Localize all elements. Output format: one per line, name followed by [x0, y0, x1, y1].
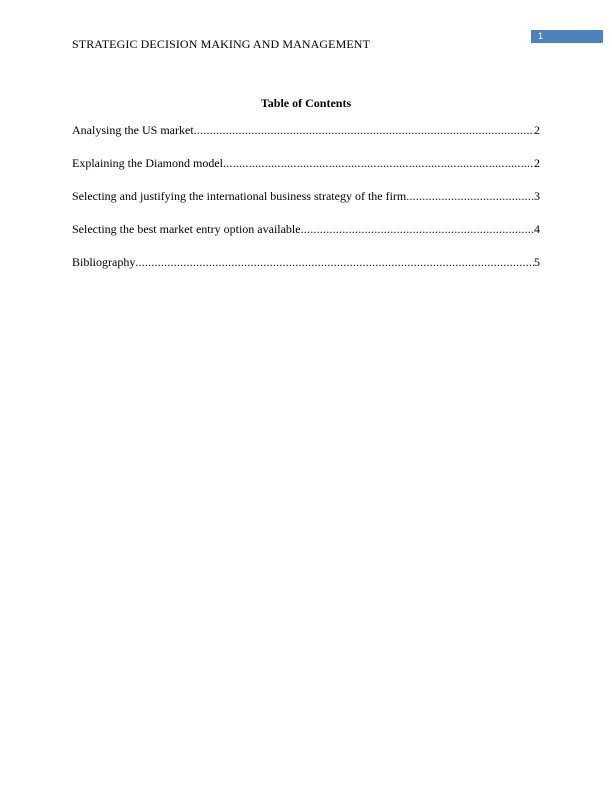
toc-dot-leader	[135, 255, 534, 269]
toc-dot-leader	[301, 222, 534, 236]
toc-dot-leader	[194, 123, 534, 137]
toc-entry-label: Explaining the Diamond model	[72, 156, 223, 170]
toc-entry-page: 3	[534, 189, 540, 203]
toc-entry-page: 4	[534, 222, 540, 236]
toc-entry-market-entry-option[interactable]	[72, 222, 540, 255]
toc-entry-diamond-model[interactable]	[72, 156, 540, 189]
toc-dot-leader	[223, 156, 534, 170]
table-of-contents	[72, 123, 540, 288]
toc-entry-page: 2	[534, 123, 540, 137]
toc-entry-page: 5	[534, 255, 540, 269]
toc-entry-page: 2	[534, 156, 540, 170]
toc-entry-bibliography[interactable]	[72, 255, 540, 288]
toc-entry-international-strategy[interactable]	[72, 189, 540, 222]
toc-entry-label: Bibliography	[72, 255, 136, 269]
toc-title: Table of Contents	[260, 96, 352, 110]
toc-entry-label: Selecting the best market entry option available	[72, 222, 301, 236]
toc-entry-analysing-us-market[interactable]	[72, 123, 540, 156]
page-number: 1	[538, 31, 544, 41]
toc-entry-label: Selecting and justifying the international business strategy of the firm	[72, 189, 407, 203]
page-number-badge	[531, 30, 603, 43]
running-header-title: STRATEGIC DECISION MAKING AND MANAGEMENT	[72, 37, 370, 51]
toc-entry-label: Analysing the US market	[72, 123, 194, 137]
toc-dot-leader	[406, 189, 534, 203]
